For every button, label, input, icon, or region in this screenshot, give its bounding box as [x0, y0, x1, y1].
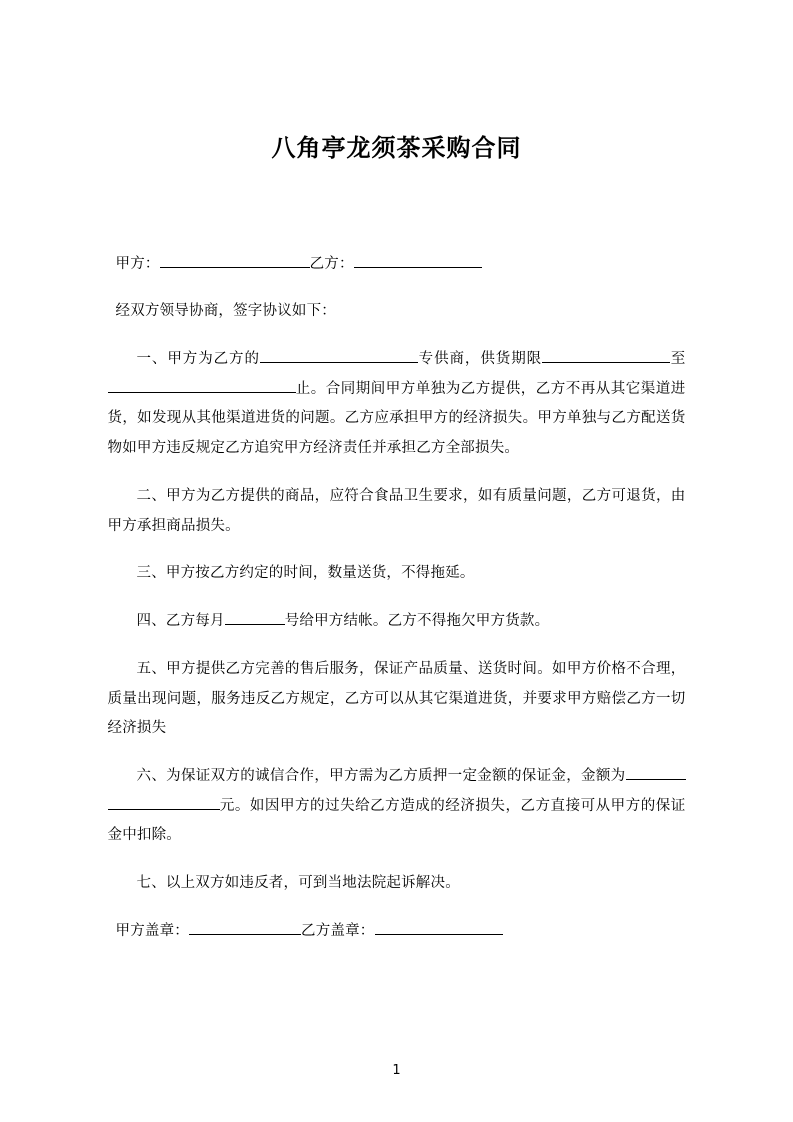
- clause-5-text: 五、甲方提供乙方完善的售后服务，保证产品质量、送货时间。如甲方价格不合理，质量出现问题，服务违反乙方规定，乙方可以从其它渠道进货，并要求甲方赔偿乙方一切经济损失: [107, 660, 686, 737]
- clause-1-text-d: 止。合同期间甲方单独为乙方提供，乙方不再从其它渠道进货，如发现从其他渠道进货的问题。乙方应承担甲方的经济损失。甲方单独与乙方配送货物如甲方违反规定乙方追究甲方经济责任并承担乙方全部损失。: [107, 380, 686, 457]
- clause-6: [108, 762, 686, 851]
- clause-6-blank-1[interactable]: [626, 764, 686, 780]
- clause-2: [108, 482, 686, 541]
- clause-1-text-b: 专供商，供货期限: [417, 351, 543, 368]
- clause-2-text: 二、甲方为乙方提供的商品，应符合食品卫生要求，如有质量问题，乙方可退货，由甲方承担商品损失。: [107, 487, 686, 534]
- party-a-blank[interactable]: [160, 252, 310, 268]
- clause-1-blank-5[interactable]: [168, 377, 296, 393]
- clause-3: [108, 559, 686, 589]
- party-a-seal-blank[interactable]: [189, 919, 301, 935]
- clause-6-text-a: 六、为保证双方的诚信合作，甲方需为乙方质押一定金额的保证金，金额为: [136, 767, 626, 784]
- party-b-seal-blank[interactable]: [375, 919, 503, 935]
- clause-4-text-b: 号给甲方结帐。乙方不得拖欠甲方货款。: [284, 613, 550, 630]
- intro-paragraph: 经双方领导协商，签字协议如下：: [115, 303, 336, 320]
- clause-7-text: 七、以上双方如违反者，可到当地法院起诉解决。: [136, 875, 460, 892]
- party-b-seal-label: 乙方盖章：: [301, 922, 375, 939]
- clause-1-blank-1[interactable]: [260, 348, 372, 364]
- party-a-label: 甲方：: [115, 255, 160, 272]
- clause-1-blank-2[interactable]: [372, 348, 418, 364]
- signature-line: [108, 917, 686, 947]
- party-a-seal-label: 甲方盖章：: [115, 922, 189, 939]
- clause-6-text-b: 元。如因甲方的过失给乙方造成的经济损失，乙方直接可从甲方的保证金中扣除。: [107, 797, 686, 844]
- page-title: 八角亭龙须茶采购合同: [271, 134, 522, 162]
- parties-line: [108, 250, 686, 280]
- clause-4-text-a: 四、乙方每月: [136, 613, 225, 630]
- clause-1-blank-4[interactable]: [108, 377, 168, 393]
- clause-3-text: 三、甲方按乙方约定的时间，数量送货，不得拖延。: [136, 565, 475, 582]
- clause-1-text-a: 一、甲方为乙方的: [136, 351, 260, 368]
- clause-1: [108, 345, 686, 464]
- clause-5: [108, 655, 686, 744]
- clause-6-blank-2[interactable]: [108, 794, 220, 810]
- clause-4-blank-1[interactable]: [225, 610, 285, 626]
- clause-1-blank-3[interactable]: [542, 348, 670, 364]
- page-number: 1: [392, 1063, 401, 1078]
- party-b-blank[interactable]: [354, 252, 482, 268]
- party-b-label: 乙方：: [309, 255, 354, 272]
- clause-7: [108, 869, 686, 899]
- clause-1-text-c: 至: [670, 351, 686, 368]
- clause-4: [108, 607, 686, 637]
- document-body: [108, 166, 686, 947]
